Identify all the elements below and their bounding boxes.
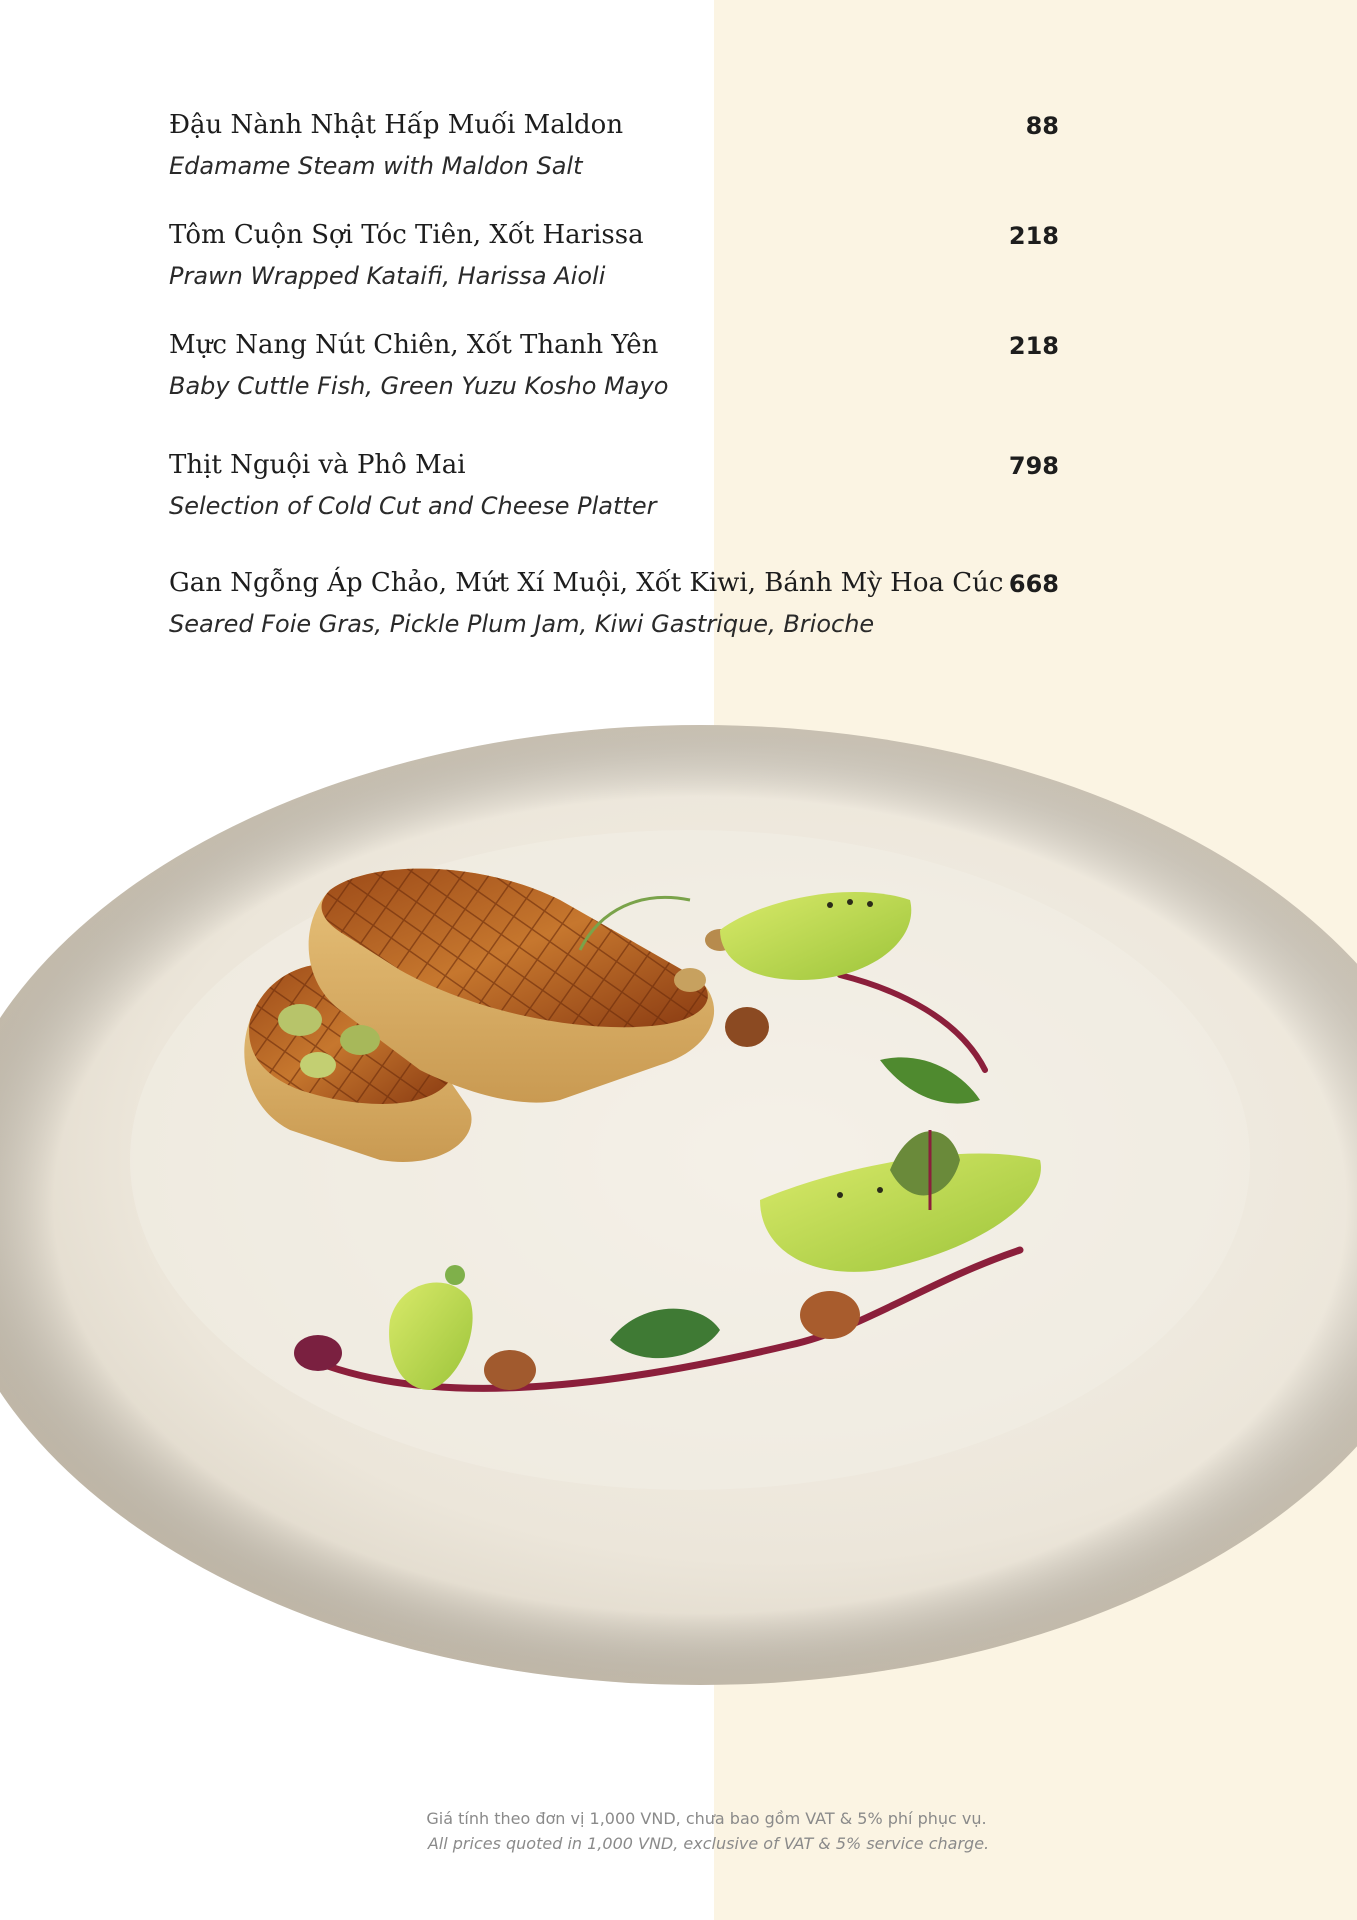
- item-name-english: Seared Foie Gras, Pickle Plum Jam, Kiwi Gastrique, Brioche: [169, 610, 875, 638]
- item-name-english: Baby Cuttle Fish, Green Yuzu Kosho Mayo: [169, 372, 669, 400]
- item-price: 88: [1025, 112, 1059, 140]
- item-name-english: Edamame Steam with Maldon Salt: [169, 152, 583, 180]
- item-price: 218: [1008, 222, 1059, 250]
- item-name-english: Prawn Wrapped Kataifi, Harissa Aioli: [169, 262, 606, 290]
- price-note-english: All prices quoted in 1,000 VND, exclusive of VAT & 5% service charge.: [427, 1834, 990, 1853]
- item-name-vietnamese: Tôm Cuộn Sợi Tóc Tiên, Xốt Harissa: [169, 220, 644, 250]
- foie-gras-plate-photo: [0, 690, 1357, 1770]
- item-name-vietnamese: Thịt Nguội và Phô Mai: [169, 450, 466, 480]
- item-name-vietnamese: Gan Ngỗng Áp Chảo, Mứt Xí Muội, Xốt Kiwi, Bánh Mỳ Hoa Cúc: [169, 568, 1004, 598]
- item-name-english: Selection of Cold Cut and Cheese Platter: [169, 492, 657, 520]
- item-price: 668: [1008, 570, 1059, 598]
- plate-illustration: [0, 690, 1357, 1770]
- price-note-vietnamese: Giá tính theo đơn vị 1,000 VND, chưa bao gồm VAT & 5% phí phục vụ.: [426, 1809, 987, 1828]
- item-name-vietnamese: Đậu Nành Nhật Hấp Muối Maldon: [169, 110, 624, 140]
- item-name-vietnamese: Mực Nang Nút Chiên, Xốt Thanh Yên: [169, 330, 659, 360]
- item-price: 798: [1008, 452, 1059, 480]
- item-price: 218: [1008, 332, 1059, 360]
